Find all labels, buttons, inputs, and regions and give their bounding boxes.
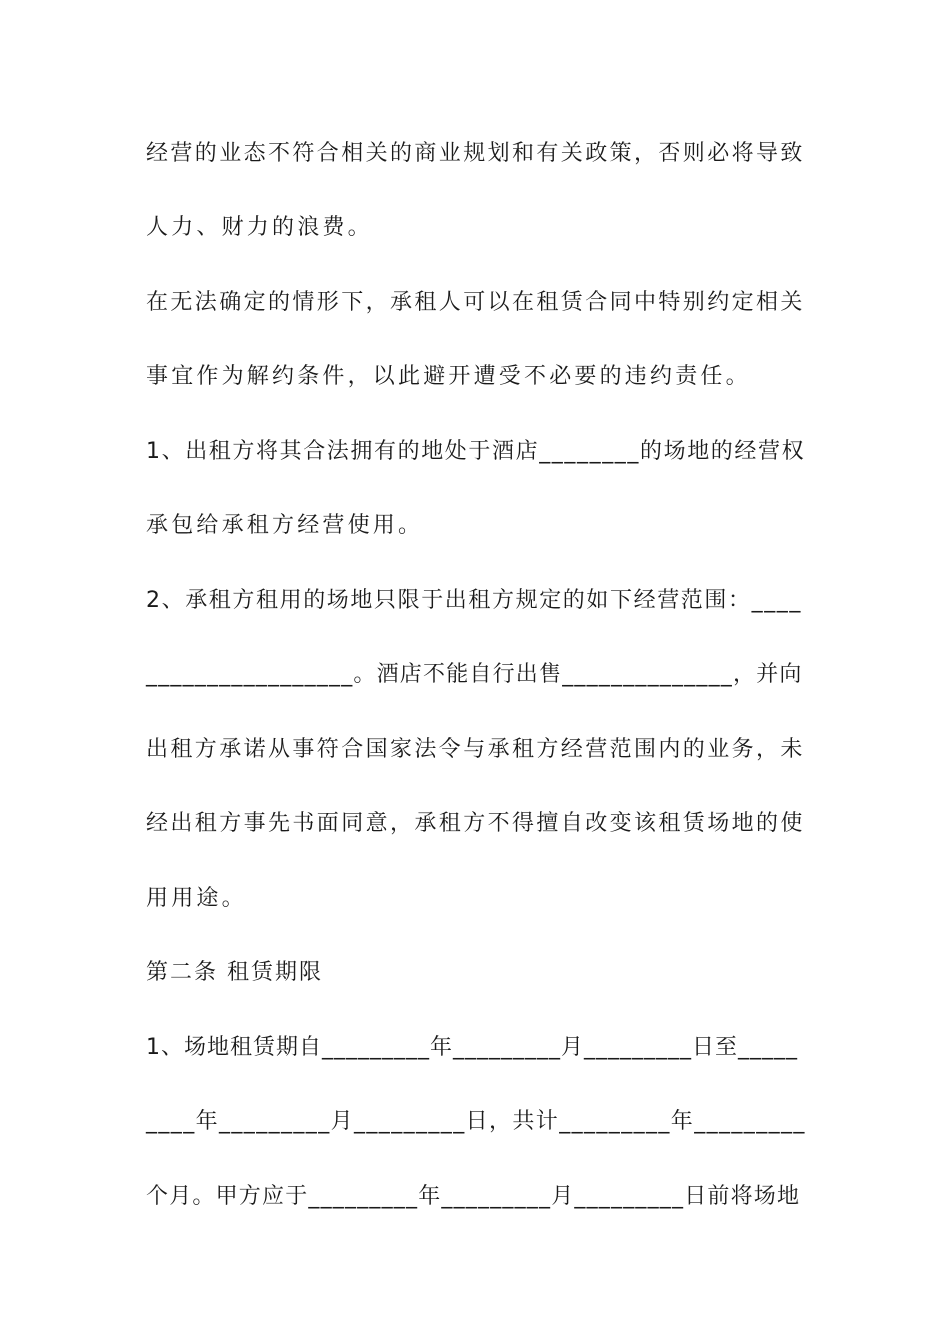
clause-line: ____年_________月_________日，共计_________年_________ xyxy=(146,1109,806,1134)
paragraph-line: 人力、财力的浪费。 xyxy=(146,215,373,240)
clause-line: 1、场地租赁期自_________年_________月_________日至_____ xyxy=(146,1035,798,1060)
clause-line: 用用途。 xyxy=(146,886,247,911)
paragraph-line: 经营的业态不符合相关的商业规划和有关政策，否则必将导致 xyxy=(146,141,805,166)
paragraph-line: 事宜作为解约条件，以此避开遭受不必要的违约责任。 xyxy=(146,364,751,389)
clause-line: 经出租方事先书面同意，承租方不得擅自改变该租赁场地的使 xyxy=(146,811,805,836)
clause-line: 2、承租方租用的场地只限于出租方规定的如下经营范围：____ xyxy=(146,588,802,613)
clause-line: 1、出租方将其合法拥有的地处于酒店________的场地的经营权 xyxy=(146,439,806,464)
section-heading: 第二条 租赁期限 xyxy=(146,960,323,985)
clause-line: 个月。甲方应于_________年_________月_________日前将场地 xyxy=(146,1184,801,1209)
paragraph-line: 在无法确定的情形下，承租人可以在租赁合同中特别约定相关 xyxy=(146,290,805,315)
clause-line: 出租方承诺从事符合国家法令与承租方经营范围内的业务，未 xyxy=(146,737,805,762)
clause-line: _________________。酒店不能自行出售______________，并向 xyxy=(146,662,803,687)
clause-line: 承包给承租方经营使用。 xyxy=(146,513,424,538)
